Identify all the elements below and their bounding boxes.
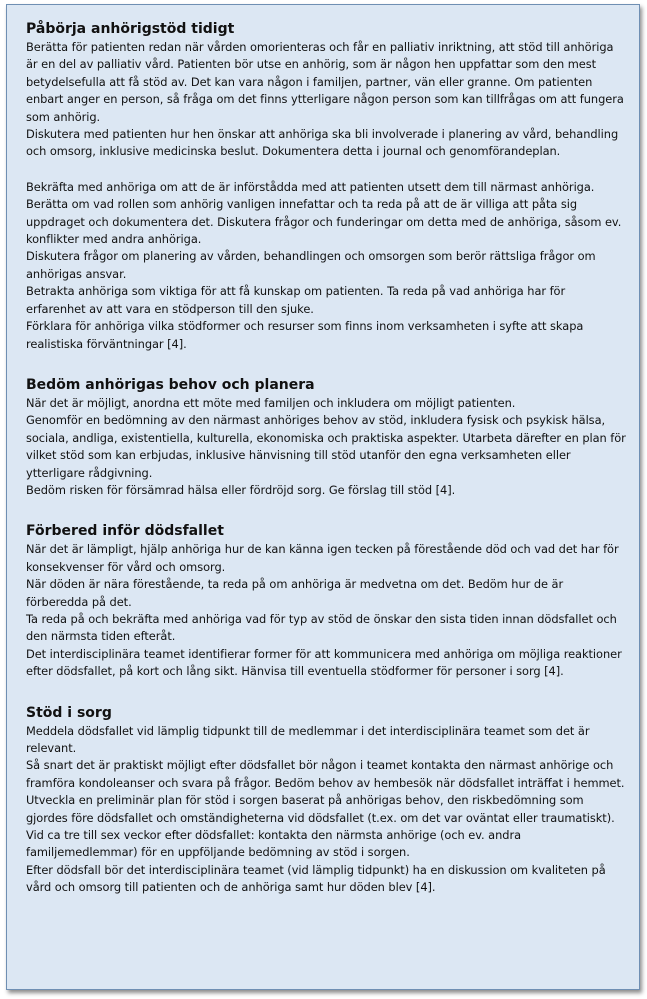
paragraph: Genomför en bedömning av den närmast anhöriges behov av stöd, inkludera fysisk och psykisk hälsa, sociala, andliga, existentiella, kulturella, ekonomiska och praktiska aspekter. Utarbeta därefter en plan för vilket stöd som kan erbjudas, inklusive hänvisning till stöd utanför den egna verksamheten eller ytterligare rådgivning.: [26, 413, 626, 480]
section-title: Påbörja anhörigstöd tidigt: [26, 21, 235, 37]
section-gap: [26, 499, 627, 521]
section-title: Stöd i sorg: [26, 704, 112, 721]
section-early-support: [26, 19, 627, 353]
paragraph: Utveckla en preliminär plan för stöd i sorgen baserat på anhörigas behov, den riskbedömning som gjordes före dödsfallet och omständigheterna vid dödsfallet (t.ex. om det var oväntat eller traumatiskt).: [26, 793, 615, 825]
guidance-panel: [6, 4, 640, 990]
paragraph: Efter dödsfall bör det interdisciplinära teamet (vid lämplig tidpunkt) ha en diskussion om kvaliteten på vård och omsorg till patienten och de anhöriga samt hur döden blev [4].: [26, 862, 606, 895]
paragraph: Diskutera frågor om planering av vården, behandlingen och omsorgen som berör rättsliga frågor om anhörigas ansvar.: [26, 249, 596, 281]
section-assess-needs: [26, 375, 627, 499]
paragraph: Bedöm risken för försämrad hälsa eller fördröjd sorg. Ge förslag till stöd [4].: [26, 482, 456, 497]
paragraph: Förklara för anhöriga vilka stödformer och resurser som finns inom verksamheten i syfte att skapa realistiska förväntningar [4].: [26, 319, 584, 351]
paragraph: Diskutera med patienten hur hen önskar att anhöriga ska bli involverade i planering av vård, behandling och omsorg, inklusive medicinska beslut. Dokumentera detta i journal och genomförandeplan.: [26, 127, 619, 159]
section-title: Förbered inför dödsfallet: [26, 523, 224, 540]
section-prepare-death: [26, 521, 627, 680]
paragraph: Så snart det är praktiskt möjligt efter dödsfallet bör någon i teamet kontakta den närmast anhörige och framföra kondoleanser och svara på frågor. Bedöm behov av hembesök när dödsfallet inträffat i hemmet.: [26, 758, 625, 790]
section-gap: [26, 353, 627, 375]
paragraph: När det är lämpligt, hjälp anhöriga hur de kan känna igen tecken på förestående död och vad det har för konsekvenser för vård och omsorg.: [26, 542, 619, 574]
paragraph: När det är möjligt, anordna ett möte med familjen och inkludera om möjligt patienten.: [26, 395, 516, 410]
paragraph: När döden är nära förestående, ta reda på om anhöriga är medvetna om det. Bedöm hur de är förberedda på det.: [26, 577, 564, 609]
section-grief-support: [26, 703, 627, 897]
section-gap: [26, 681, 627, 703]
paragraph: Betrakta anhöriga som viktiga för att få kunskap om patienten. Ta reda på vad anhöriga har för erfarenhet av att vara en stödperson till den sjuke.: [26, 284, 566, 316]
paragraph: Det interdisciplinära teamet identifierar former för att kommunicera med anhöriga om möjliga reaktioner efter dödsfallet, på kort och lång sikt. Hänvisa till eventuella stödformer för personer i sorg [4].: [26, 646, 622, 679]
paragraph: Vid ca tre till sex veckor efter dödsfallet: kontakta den närmsta anhörige (och ev. andra familjemedlemmar) för en uppföljande bedömning av stöd i sorgen.: [26, 828, 522, 860]
paragraph: Berätta för patienten redan när vården omorienteras och får en palliativ inriktning, att stöd till anhöriga är en del av palliativ vård. Patienten bör utse en anhörig, som är någon hen uppfattar som den mest betydelsefulla att få stöd av. Det kan vara någon i familjen, partner, vän eller granne. Om patienten enbart anger en person, så fråga om det finns ytterligare någon person som kan tillfrågas om att fungera som anhörig.: [26, 40, 624, 124]
paragraph: Meddela dödsfallet vid lämplig tidpunkt till de medlemmar i det interdisciplinära teamet som det är relevant.: [26, 723, 590, 755]
section-title: Bedöm anhörigas behov och planera: [26, 376, 315, 393]
paragraph: Bekräfta med anhöriga om att de är införstådda med att patienten utsett dem till närmast anhöriga. Berätta om vad rollen som anhörig vanligen innefattar och ta reda på att de är villiga att påta sig uppdraget och dokumentera det. Diskutera frågor och funderingar om detta med de anhöriga, såsom ev. konflikter med andra anhöriga.: [26, 179, 622, 247]
paragraph-gap: [26, 161, 627, 179]
paragraph: Ta reda på och bekräfta med anhöriga vad för typ av stöd de önskar den sista tiden innan dödsfallet och den närmsta tiden efteråt.: [26, 611, 617, 644]
